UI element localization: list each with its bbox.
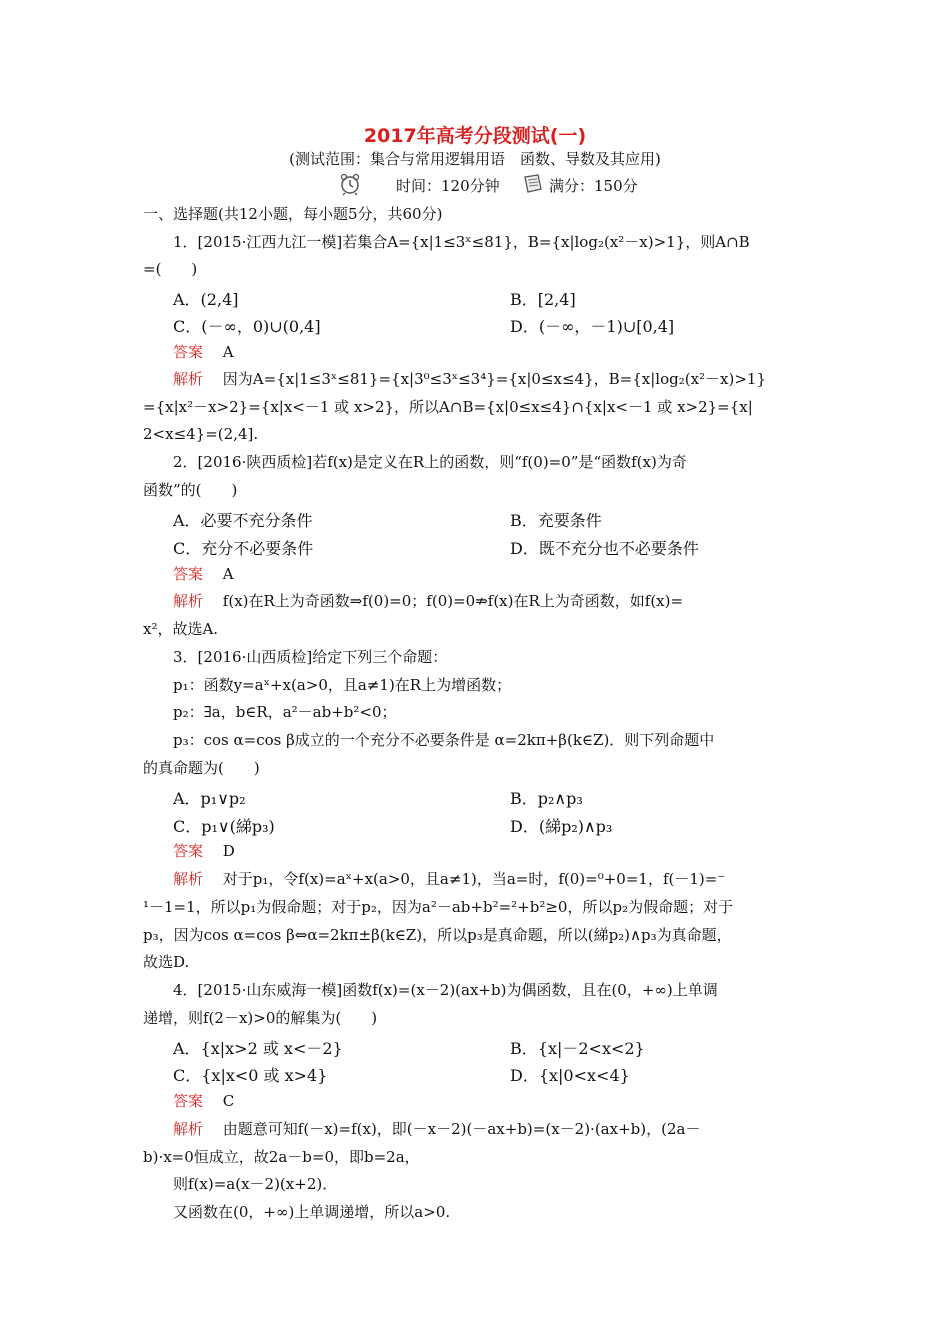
q3-stem-line1: 3．[2016·山西质检]给定下列三个命题： [173,648,448,666]
q2-option-b: B．充要条件 [510,511,602,530]
analysis-tag: 解析 [173,592,204,610]
q1-analysis-line2: ={x|x²－x>2}={x|x<－1 或 x>2}，所以A∩B={x|0≤x≤4}∩{x|x<－1 或 x>2}={x| [143,398,753,416]
q3-analysis-line3: p₃，因为cos α=cos β⇔α=2kπ±β(k∈Z)，所以p₃是真命题，所以(綈p₂)∧p₃为真命题， [143,926,732,944]
q1-answer-value: A [222,343,234,361]
q3-analysis-text1: 对于p₁，令f(x)=aˣ+x(a>0，且a≠1)，当a=时，f(0)=⁰+0=1，f(－1)=⁻ [222,870,726,888]
page-title: 2017年高考分段测试(一) [363,125,587,147]
analysis-tag: 解析 [173,870,204,888]
q3-option-a: A．p₁∨p₂ [173,789,246,808]
q4-analysis-text1: 由题意可知f(－x)=f(x)，即(－x－2)(－ax+b)=(x－2)·(ax+b)，(2a－ [222,1120,701,1138]
q4-option-d: D．{x|0<x<4} [510,1066,630,1085]
q1-answer [0,342,950,362]
q3-option-b: B．p₂∧p₃ [510,789,583,808]
q3-proposition-p1: p₁：函数y=aˣ+x(a>0，且a≠1)在R上为增函数； [173,676,512,694]
q4-answer [0,1091,950,1111]
q1-option-b: B．[2,4] [510,290,576,309]
answer-tag: 答案 [173,343,204,361]
q3-answer [0,841,950,861]
full-score: 满分：150分 [549,177,638,195]
q1-option-c: C．(－∞，0)∪(0,4] [173,317,321,336]
q2-answer [0,564,950,584]
q3-analysis-line4: 故选D. [143,953,190,971]
q4-option-a: A．{x|x>2 或 x<－2} [173,1039,343,1058]
q3-analysis-line1 [0,869,950,889]
q2-analysis-line1 [0,591,950,611]
q3-proposition-p3: p₃：cos α=cos β成立的一个充分不必要条件是 α=2kπ+β(k∈Z)．则下列命题中 [173,731,715,749]
answer-tag: 答案 [173,1092,204,1110]
q1-option-d: D．(－∞，－1)∪[0,4] [510,317,675,336]
q4-analysis-line4: 又函数在(0，+∞)上单调递增，所以a>0. [173,1203,451,1221]
q4-stem-line2: 递增，则f(2－x)>0的解集为( ) [143,1009,378,1027]
time-limit: 时间：120分钟 [396,177,500,195]
q2-stem-line2: 函数”的( ) [143,481,238,499]
q4-option-c: C．{x|x<0 或 x>4} [173,1066,328,1085]
answer-tag: 答案 [173,565,204,583]
analysis-tag: 解析 [173,370,204,388]
q2-option-a: A．必要不充分条件 [173,511,313,530]
q2-option-c: C．充分不必要条件 [173,539,314,558]
q1-analysis-line1 [0,369,950,389]
q4-analysis-line2: b)·x=0恒成立，故2a－b=0，即b=2a， [143,1148,420,1166]
q3-option-d: D．(綈p₂)∧p₃ [510,817,613,836]
test-scope: (测试范围：集合与常用逻辑用语 函数、导数及其应用) [289,150,661,168]
q2-stem-line1: 2．[2016·陕西质检]若f(x)是定义在R上的函数，则“f(0)=0”是“函数f(x)为奇 [173,453,687,471]
q1-analysis-text1: 因为A={x|1≤3ˣ≤81}={x|3⁰≤3ˣ≤3⁴}={x|0≤x≤4}，B={x|log₂(x²－x)>1} [222,370,767,388]
clock-icon [338,172,362,201]
q3-analysis-line2: ¹－1=1，所以p₁为假命题；对于p₂，因为a²－ab+b²=²+b²≥0，所以p₂为假命题；对于 [143,898,734,916]
q1-stem-line1: 1．[2015·江西九江一模]若集合A={x|1≤3ˣ≤81}，B={x|log₂(x²－x)>1}，则A∩B [173,233,750,251]
q3-option-c: C．p₁∨(綈p₃) [173,817,275,836]
q4-answer-value: C [222,1092,235,1110]
q1-stem-line2: =( ) [143,260,198,278]
q2-analysis-line2: x²，故选A. [143,620,219,638]
q1-analysis-line3: 2<x≤4}=(2,4]. [143,425,259,443]
section-heading: 一、选择题(共12小题，每小题5分，共60分) [143,205,443,223]
q2-analysis-text1: f(x)在R上为奇函数⇒f(0)=0；f(0)=0⇏f(x)在R上为奇函数，如f(x)= [222,592,684,610]
analysis-tag: 解析 [173,1120,204,1138]
q3-proposition-p2: p₂：∃a，b∈R，a²－ab+b²<0； [173,703,397,721]
q4-analysis-line3: 则f(x)=a(x－2)(x+2)． [173,1175,338,1193]
q2-answer-value: A [222,565,234,583]
q2-option-d: D．既不充分也不必要条件 [510,539,699,558]
answer-tag: 答案 [173,842,204,860]
q4-analysis-line1 [0,1119,950,1139]
paper-icon [521,172,545,201]
q4-option-b: B．{x|－2<x<2} [510,1039,645,1058]
q1-option-a: A．(2,4] [173,290,239,309]
q3-answer-value: D [222,842,235,860]
q4-stem-line1: 4．[2015·山东威海一模]函数f(x)=(x－2)(ax+b)为偶函数，且在(0，+∞)上单调 [173,981,718,999]
q3-stem-line2: 的真命题为( ) [143,759,260,777]
